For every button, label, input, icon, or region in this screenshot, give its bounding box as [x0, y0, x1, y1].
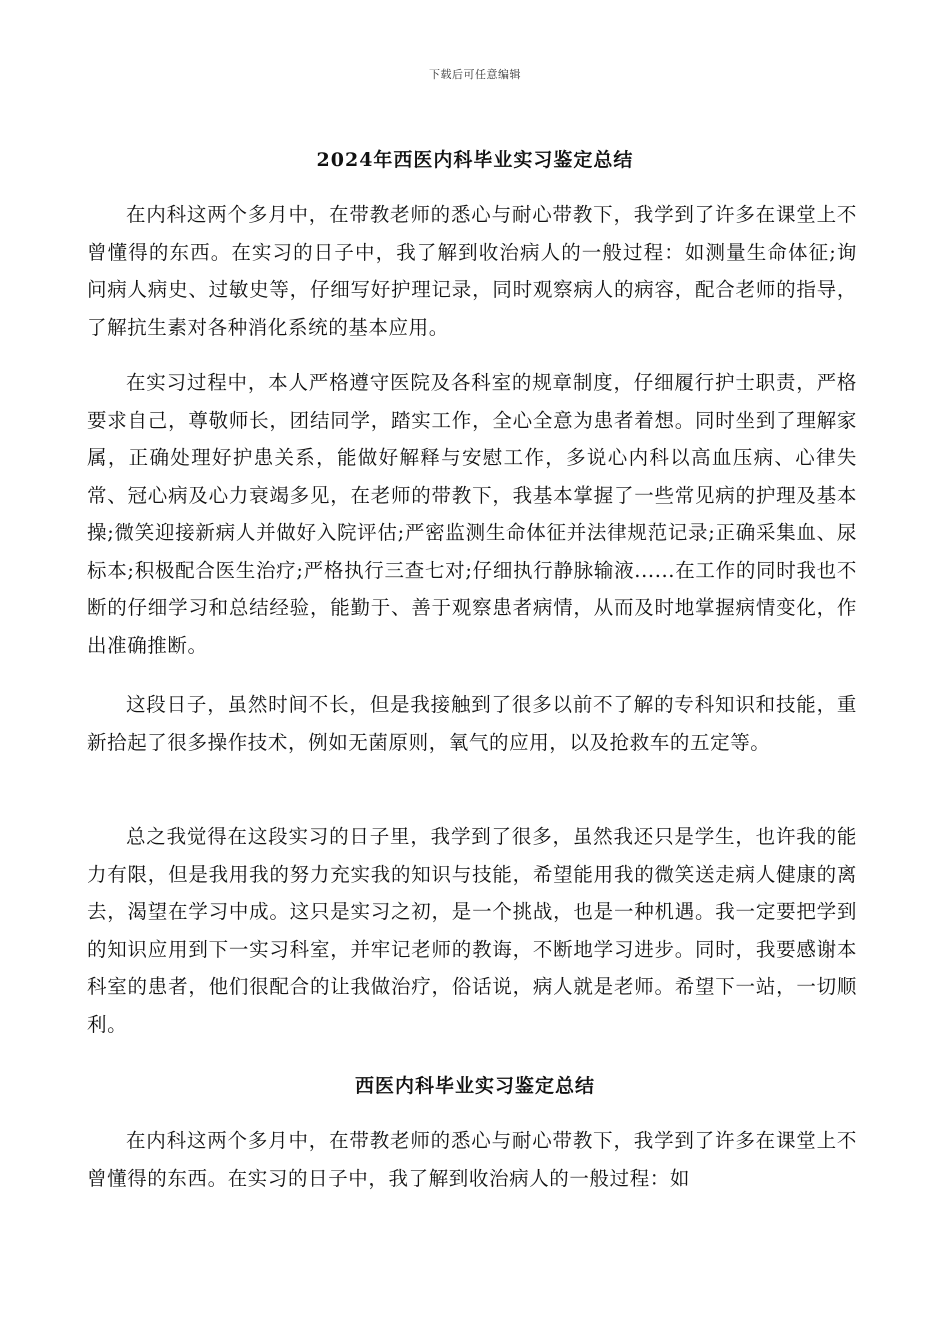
paragraph-3: 这段日子，虽然时间不长，但是我接触到了很多以前不了解的专科知识和技能，重新拾起了很多操作技术，例如无菌原则，氧气的应用，以及抢救车的五定等。	[87, 693, 857, 754]
section-2-paragraph: 在内科这两个多月中，在带教老师的悉心与耐心带教下，我学到了许多在课堂上不曾懂得的东西。在实习的日子中，我了解到收治病人的一般过程：如	[87, 1129, 857, 1190]
document-title: 2024年西医内科毕业实习鉴定总结	[316, 149, 634, 171]
paragraph-1: 在内科这两个多月中，在带教老师的悉心与耐心带教下，我学到了许多在课堂上不曾懂得的东西。在实习的日子中，我了解到收治病人的一般过程：如测量生命体征;询问病人病史、过敏史等，仔细写好护理记录，同时观察病人的病容，配合老师的指导，了解抗生素对各种消化系统的基本应用。	[87, 203, 857, 339]
paragraph-4: 总之我觉得在这段实习的日子里，我学到了很多，虽然我还只是学生，也许我的能力有限，但是我用我的努力充实我的知识与技能，希望能用我的微笑送走病人健康的离去，渴望在学习中成。这只是实习之初，是一个挑战，也是一种机遇。我一定要把学到的知识应用到下一实习科室，并牢记老师的教诲，不断地学习进步。同时，我要感谢本科室的患者，他们很配合的让我做治疗，俗话说，病人就是老师。希望下一站，一切顺利。	[87, 825, 857, 1036]
paragraph-2: 在实习过程中，本人严格遵守医院及各科室的规章制度，仔细履行护士职责，严格要求自己，尊敬师长，团结同学，踏实工作，全心全意为患者着想。同时坐到了理解家属，正确处理好护患关系，能做好解释与安慰工作，多说心内科以高血压病、心律失常、冠心病及心力衰竭多见，在老师的带教下，我基本掌握了一些常见病的护理及基本操;微笑迎接新病人并做好入院评估;严密监测生命体征并法律规范记录;正确采集血、尿标本;积极配合医生治疗;严格执行三查七对;仔细执行静脉输液......在工作的同时我也不断的仔细学习和总结经验，能勤于、善于观察患者病情，从而及时地掌握病情变化，作出准确推断。	[87, 371, 857, 657]
section-title: 西医内科毕业实习鉴定总结	[354, 1075, 595, 1097]
header-note: 下载后可任意编辑	[429, 68, 521, 81]
